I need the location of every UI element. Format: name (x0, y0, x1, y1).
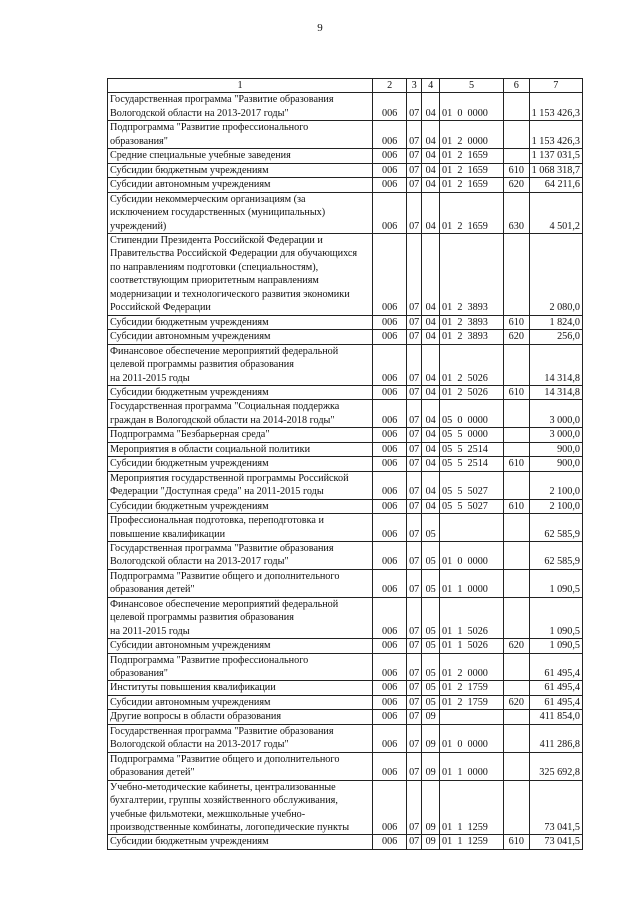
section-cell: 07 (407, 471, 422, 499)
table-row (108, 710, 583, 724)
ministry-code-cell: 006 (373, 710, 407, 724)
table-row (108, 569, 583, 597)
table-row (108, 385, 583, 399)
amount-cell: 1 153 426,3 (529, 121, 582, 149)
table-row (108, 149, 583, 163)
item-name-cell: Субсидии бюджетным учреждениям (108, 499, 373, 513)
section-cell: 07 (407, 695, 422, 709)
section-cell: 07 (407, 149, 422, 163)
target-article-cell: 05 5 0000 (440, 428, 504, 442)
ministry-code-cell: 006 (373, 780, 407, 835)
subsection-cell: 04 (422, 400, 440, 428)
ministry-code-cell: 006 (373, 499, 407, 513)
subsection-cell: 04 (422, 178, 440, 192)
header-cell: 1 (108, 79, 373, 93)
subsection-cell: 09 (422, 752, 440, 780)
section-cell: 07 (407, 178, 422, 192)
expense-type-cell: 610 (504, 457, 530, 471)
expense-type-cell (504, 752, 530, 780)
table-row (108, 457, 583, 471)
table-row (108, 192, 583, 233)
expense-type-cell (504, 428, 530, 442)
target-article-cell: 01 0 0000 (440, 724, 504, 752)
target-article-cell: 01 2 3893 (440, 315, 504, 329)
target-article-cell: 01 1 0000 (440, 752, 504, 780)
table-row (108, 681, 583, 695)
ministry-code-cell: 006 (373, 653, 407, 681)
subsection-cell: 04 (422, 344, 440, 385)
table-row (108, 499, 583, 513)
target-article-cell: 01 2 1659 (440, 163, 504, 177)
table-row (108, 471, 583, 499)
section-cell: 07 (407, 835, 422, 849)
section-cell: 07 (407, 710, 422, 724)
ministry-code-cell: 006 (373, 385, 407, 399)
ministry-code-cell: 006 (373, 681, 407, 695)
table-row (108, 653, 583, 681)
target-article-cell: 01 2 1759 (440, 695, 504, 709)
section-cell: 07 (407, 344, 422, 385)
target-article-cell: 01 1 1259 (440, 780, 504, 835)
ministry-code-cell: 006 (373, 442, 407, 456)
subsection-cell: 04 (422, 442, 440, 456)
amount-cell: 2 080,0 (529, 233, 582, 315)
target-article-cell: 05 5 2514 (440, 457, 504, 471)
expense-type-cell (504, 710, 530, 724)
ministry-code-cell: 006 (373, 233, 407, 315)
table-row (108, 835, 583, 849)
item-name-cell: Субсидии автономным учреждениям (108, 639, 373, 653)
subsection-cell: 04 (422, 428, 440, 442)
target-article-cell: 01 0 0000 (440, 93, 504, 121)
item-name-cell: Подпрограмма "Развитие общего и дополнительного образования детей" (108, 569, 373, 597)
table-row (108, 315, 583, 329)
subsection-cell: 04 (422, 471, 440, 499)
section-cell: 07 (407, 541, 422, 569)
section-cell: 07 (407, 163, 422, 177)
ministry-code-cell: 006 (373, 569, 407, 597)
header-cell: 7 (529, 79, 582, 93)
ministry-code-cell: 006 (373, 330, 407, 344)
expense-type-cell (504, 681, 530, 695)
table-row (108, 639, 583, 653)
header-cell: 5 (440, 79, 504, 93)
target-article-cell: 01 2 1659 (440, 178, 504, 192)
subsection-cell: 04 (422, 457, 440, 471)
amount-cell: 1 068 318,7 (529, 163, 582, 177)
target-article-cell: 05 0 0000 (440, 400, 504, 428)
subsection-cell: 04 (422, 315, 440, 329)
ministry-code-cell: 006 (373, 93, 407, 121)
header-cell: 6 (504, 79, 530, 93)
table-row (108, 541, 583, 569)
amount-cell: 62 585,9 (529, 514, 582, 542)
ministry-code-cell: 006 (373, 149, 407, 163)
subsection-cell: 04 (422, 499, 440, 513)
amount-cell: 1 153 426,3 (529, 93, 582, 121)
section-cell: 07 (407, 639, 422, 653)
amount-cell: 62 585,9 (529, 541, 582, 569)
item-name-cell: Подпрограмма "Развитие профессионального образования" (108, 653, 373, 681)
item-name-cell: Субсидии автономным учреждениям (108, 330, 373, 344)
item-name-cell: Мероприятия государственной программы Российской Федерации "Доступная среда" на 2011-2015 годы (108, 471, 373, 499)
item-name-cell: Государственная программа "Развитие образования Вологодской области на 2013-2017 годы" (108, 541, 373, 569)
ministry-code-cell: 006 (373, 471, 407, 499)
section-cell: 07 (407, 780, 422, 835)
expense-type-cell: 620 (504, 330, 530, 344)
expense-type-cell (504, 233, 530, 315)
amount-cell: 256,0 (529, 330, 582, 344)
table-header-row (108, 79, 583, 93)
subsection-cell: 05 (422, 514, 440, 542)
budget-table (107, 78, 583, 850)
amount-cell: 1 090,5 (529, 639, 582, 653)
amount-cell: 900,0 (529, 457, 582, 471)
item-name-cell: Стипендии Президента Российской Федерации и Правительства Российской Федерации для обучающихся по направлениям подготовки (специальностям), соответствующим приоритетным направлениям модернизации и технологического развития экономики Российской Федерации (108, 233, 373, 315)
item-name-cell: Субсидии некоммерческим организациям (за исключением государственных (муниципальных) учреждений) (108, 192, 373, 233)
subsection-cell: 09 (422, 710, 440, 724)
expense-type-cell (504, 400, 530, 428)
amount-cell: 1 090,5 (529, 569, 582, 597)
section-cell: 07 (407, 385, 422, 399)
ministry-code-cell: 006 (373, 639, 407, 653)
item-name-cell: Подпрограмма "Безбарьерная среда" (108, 428, 373, 442)
page-number: 9 (317, 22, 323, 34)
target-article-cell: 01 2 5026 (440, 344, 504, 385)
ministry-code-cell: 006 (373, 192, 407, 233)
amount-cell: 3 000,0 (529, 428, 582, 442)
section-cell: 07 (407, 192, 422, 233)
expense-type-cell (504, 541, 530, 569)
amount-cell: 325 692,8 (529, 752, 582, 780)
item-name-cell: Государственная программа "Развитие образования Вологодской области на 2013-2017 годы" (108, 724, 373, 752)
item-name-cell: Подпрограмма "Развитие профессионального образования" (108, 121, 373, 149)
expense-type-cell (504, 442, 530, 456)
target-article-cell: 01 1 0000 (440, 569, 504, 597)
section-cell: 07 (407, 121, 422, 149)
section-cell: 07 (407, 569, 422, 597)
ministry-code-cell: 006 (373, 514, 407, 542)
amount-cell: 1 137 031,5 (529, 149, 582, 163)
expense-type-cell: 620 (504, 695, 530, 709)
table-row (108, 178, 583, 192)
expense-type-cell: 610 (504, 835, 530, 849)
item-name-cell: Мероприятия в области социальной политики (108, 442, 373, 456)
amount-cell: 3 000,0 (529, 400, 582, 428)
target-article-cell: 01 2 0000 (440, 653, 504, 681)
item-name-cell: Подпрограмма "Развитие общего и дополнительного образования детей" (108, 752, 373, 780)
amount-cell: 14 314,8 (529, 385, 582, 399)
table-row (108, 695, 583, 709)
subsection-cell: 04 (422, 163, 440, 177)
expense-type-cell (504, 121, 530, 149)
expense-type-cell (504, 149, 530, 163)
item-name-cell: Институты повышения квалификации (108, 681, 373, 695)
expense-type-cell (504, 653, 530, 681)
subsection-cell: 09 (422, 835, 440, 849)
section-cell: 07 (407, 457, 422, 471)
table-row (108, 752, 583, 780)
table-row (108, 514, 583, 542)
section-cell: 07 (407, 724, 422, 752)
table-row (108, 330, 583, 344)
subsection-cell: 05 (422, 569, 440, 597)
table-row (108, 780, 583, 835)
section-cell: 07 (407, 752, 422, 780)
subsection-cell: 05 (422, 639, 440, 653)
subsection-cell: 04 (422, 149, 440, 163)
table-row (108, 400, 583, 428)
target-article-cell: 05 5 5027 (440, 499, 504, 513)
section-cell: 07 (407, 499, 422, 513)
table-row (108, 428, 583, 442)
ministry-code-cell: 006 (373, 315, 407, 329)
item-name-cell: Финансовое обеспечение мероприятий федеральной целевой программы развития образования на 2011-2015 годы (108, 344, 373, 385)
amount-cell: 14 314,8 (529, 344, 582, 385)
section-cell: 07 (407, 428, 422, 442)
header-cell: 2 (373, 79, 407, 93)
amount-cell: 900,0 (529, 442, 582, 456)
ministry-code-cell: 006 (373, 178, 407, 192)
table-row (108, 597, 583, 638)
ministry-code-cell: 006 (373, 752, 407, 780)
expense-type-cell: 610 (504, 163, 530, 177)
subsection-cell: 09 (422, 724, 440, 752)
target-article-cell: 01 2 1659 (440, 192, 504, 233)
header-cell: 4 (422, 79, 440, 93)
amount-cell: 411 854,0 (529, 710, 582, 724)
subsection-cell: 04 (422, 385, 440, 399)
target-article-cell: 01 2 3893 (440, 330, 504, 344)
amount-cell: 411 286,8 (529, 724, 582, 752)
subsection-cell: 04 (422, 192, 440, 233)
expense-type-cell (504, 514, 530, 542)
expense-type-cell: 630 (504, 192, 530, 233)
expense-type-cell (504, 597, 530, 638)
expense-type-cell: 610 (504, 499, 530, 513)
target-article-cell: 01 2 3893 (440, 233, 504, 315)
amount-cell: 61 495,4 (529, 695, 582, 709)
target-article-cell: 05 5 2514 (440, 442, 504, 456)
target-article-cell: 01 2 0000 (440, 121, 504, 149)
subsection-cell: 04 (422, 233, 440, 315)
amount-cell: 2 100,0 (529, 499, 582, 513)
ministry-code-cell: 006 (373, 344, 407, 385)
amount-cell: 73 041,5 (529, 835, 582, 849)
table-row (108, 121, 583, 149)
expense-type-cell (504, 724, 530, 752)
target-article-cell: 01 1 1259 (440, 835, 504, 849)
section-cell: 07 (407, 93, 422, 121)
expense-type-cell (504, 471, 530, 499)
ministry-code-cell: 006 (373, 724, 407, 752)
subsection-cell: 05 (422, 681, 440, 695)
subsection-cell: 05 (422, 653, 440, 681)
header-cell: 3 (407, 79, 422, 93)
section-cell: 07 (407, 233, 422, 315)
section-cell: 07 (407, 514, 422, 542)
item-name-cell: Финансовое обеспечение мероприятий федеральной целевой программы развития образования на 2011-2015 годы (108, 597, 373, 638)
item-name-cell: Государственная программа "Социальная поддержка граждан в Вологодской области на 2014-2018 годы" (108, 400, 373, 428)
section-cell: 07 (407, 653, 422, 681)
ministry-code-cell: 006 (373, 695, 407, 709)
subsection-cell: 05 (422, 597, 440, 638)
target-article-cell: 05 5 5027 (440, 471, 504, 499)
target-article-cell: 01 0 0000 (440, 541, 504, 569)
amount-cell: 2 100,0 (529, 471, 582, 499)
amount-cell: 61 495,4 (529, 653, 582, 681)
expense-type-cell: 620 (504, 178, 530, 192)
subsection-cell: 04 (422, 93, 440, 121)
section-cell: 07 (407, 315, 422, 329)
section-cell: 07 (407, 442, 422, 456)
target-article-cell: 01 2 1759 (440, 681, 504, 695)
expense-type-cell (504, 93, 530, 121)
expense-type-cell (504, 344, 530, 385)
item-name-cell: Субсидии бюджетным учреждениям (108, 315, 373, 329)
ministry-code-cell: 006 (373, 400, 407, 428)
item-name-cell: Другие вопросы в области образования (108, 710, 373, 724)
expense-type-cell: 610 (504, 315, 530, 329)
expense-type-cell (504, 569, 530, 597)
item-name-cell: Субсидии бюджетным учреждениям (108, 385, 373, 399)
ministry-code-cell: 006 (373, 835, 407, 849)
table-row (108, 163, 583, 177)
amount-cell: 1 824,0 (529, 315, 582, 329)
amount-cell: 64 211,6 (529, 178, 582, 192)
expense-type-cell: 620 (504, 639, 530, 653)
target-article-cell (440, 514, 504, 542)
table-row (108, 233, 583, 315)
section-cell: 07 (407, 330, 422, 344)
table-row (108, 93, 583, 121)
expense-type-cell (504, 780, 530, 835)
item-name-cell: Средние специальные учебные заведения (108, 149, 373, 163)
ministry-code-cell: 006 (373, 597, 407, 638)
item-name-cell: Субсидии бюджетным учреждениям (108, 163, 373, 177)
amount-cell: 4 501,2 (529, 192, 582, 233)
item-name-cell: Субсидии автономным учреждениям (108, 695, 373, 709)
expense-type-cell: 610 (504, 385, 530, 399)
ministry-code-cell: 006 (373, 121, 407, 149)
table-row (108, 442, 583, 456)
subsection-cell: 04 (422, 121, 440, 149)
item-name-cell: Субсидии бюджетным учреждениям (108, 835, 373, 849)
item-name-cell: Субсидии автономным учреждениям (108, 178, 373, 192)
item-name-cell: Профессиональная подготовка, переподготовка и повышение квалификации (108, 514, 373, 542)
amount-cell: 1 090,5 (529, 597, 582, 638)
table-row (108, 724, 583, 752)
item-name-cell: Государственная программа "Развитие образования Вологодской области на 2013-2017 годы" (108, 93, 373, 121)
subsection-cell: 05 (422, 541, 440, 569)
ministry-code-cell: 006 (373, 163, 407, 177)
ministry-code-cell: 006 (373, 428, 407, 442)
subsection-cell: 05 (422, 695, 440, 709)
item-name-cell: Субсидии бюджетным учреждениям (108, 457, 373, 471)
section-cell: 07 (407, 681, 422, 695)
table-row (108, 344, 583, 385)
amount-cell: 73 041,5 (529, 780, 582, 835)
subsection-cell: 04 (422, 330, 440, 344)
ministry-code-cell: 006 (373, 541, 407, 569)
target-article-cell: 01 2 1659 (440, 149, 504, 163)
target-article-cell: 01 1 5026 (440, 639, 504, 653)
amount-cell: 61 495,4 (529, 681, 582, 695)
ministry-code-cell: 006 (373, 457, 407, 471)
section-cell: 07 (407, 597, 422, 638)
target-article-cell: 01 2 5026 (440, 385, 504, 399)
subsection-cell: 09 (422, 780, 440, 835)
section-cell: 07 (407, 400, 422, 428)
item-name-cell: Учебно-методические кабинеты, централизованные бухгалтерии, группы хозяйственного обслуживания, учебные фильмотеки, межшкольные учебно- производственные комбинаты, логопедические пункты (108, 780, 373, 835)
target-article-cell: 01 1 5026 (440, 597, 504, 638)
target-article-cell (440, 710, 504, 724)
